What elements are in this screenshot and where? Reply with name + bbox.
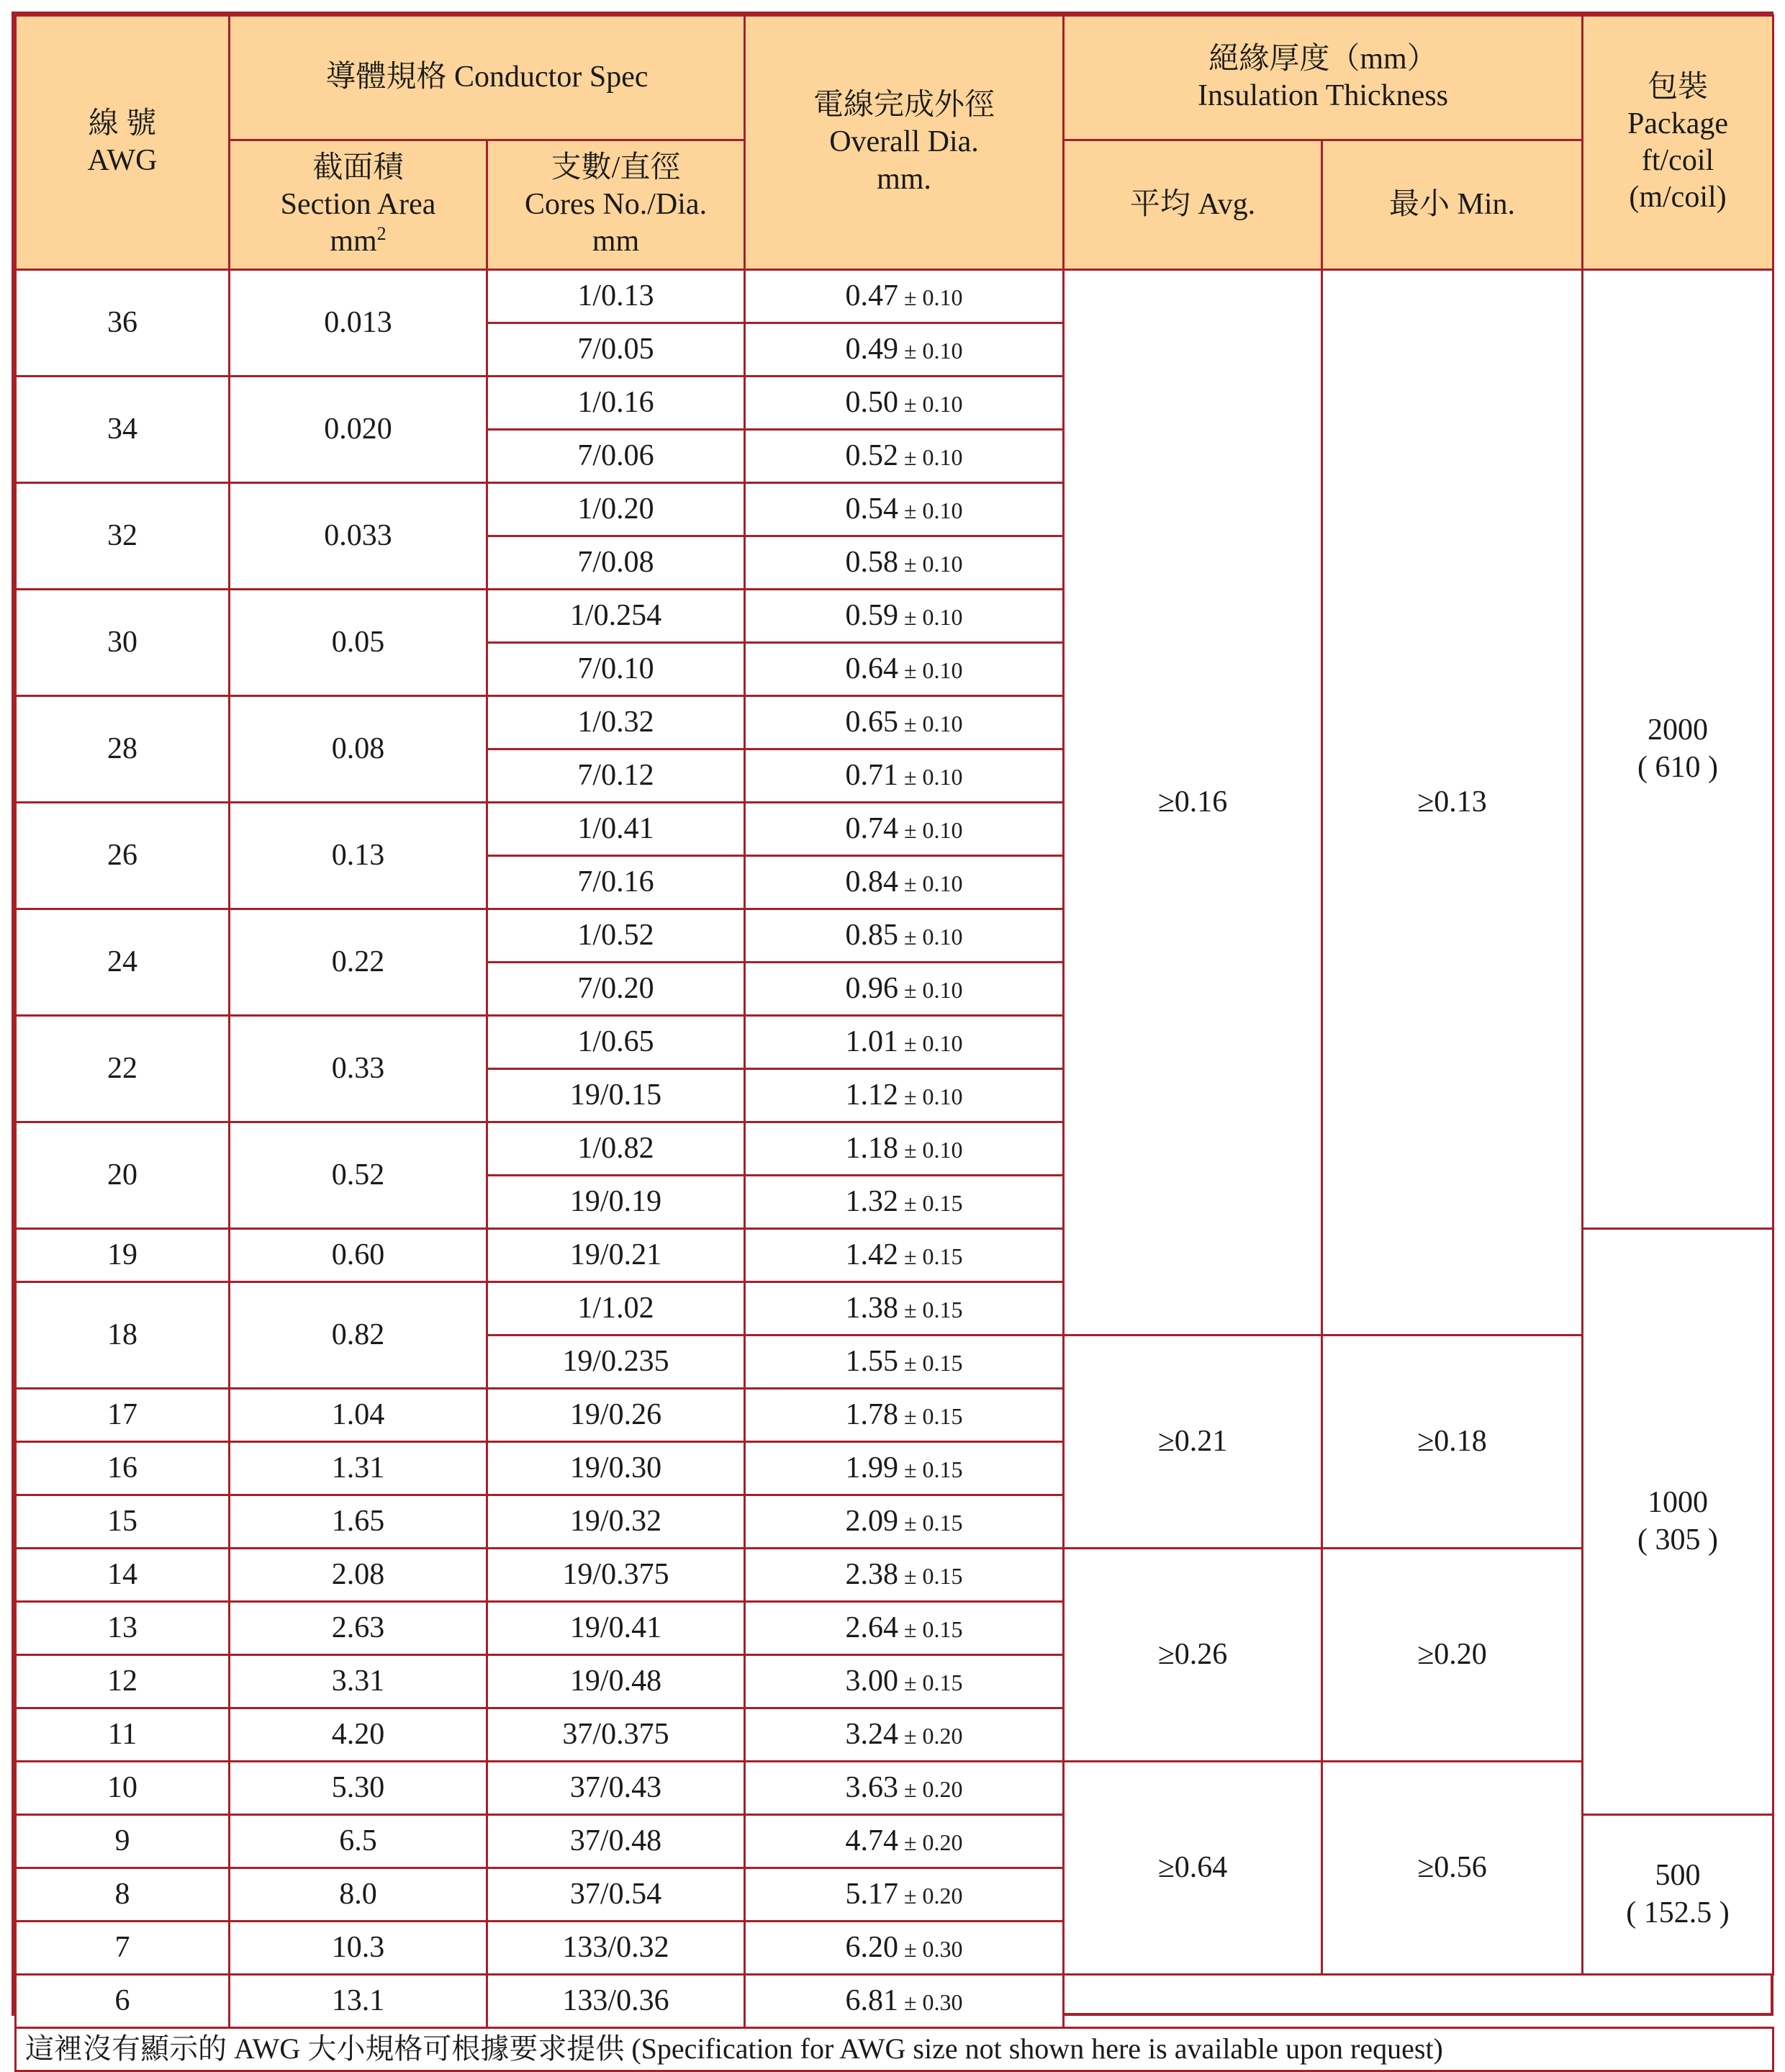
cell-section-area: 2.63: [230, 1602, 487, 1655]
cell-awg: 7: [16, 1922, 230, 1975]
header-package-zh: 包裝: [1648, 70, 1709, 104]
header-overall-zh: 電線完成外徑: [813, 89, 995, 122]
dia-tolerance: ± 0.10: [903, 923, 963, 950]
cell-overall-dia: [745, 1922, 1064, 1975]
cell-cores: 1/0.20: [487, 483, 745, 536]
dia-value: 6.20: [845, 1930, 898, 1964]
cell-cores: 1/0.82: [487, 1122, 745, 1176]
cell-awg: 22: [16, 1016, 230, 1122]
header-package-m: (m/coil): [1629, 181, 1727, 215]
dia-value: 1.12: [845, 1078, 898, 1112]
cell-section-area: 0.13: [230, 803, 487, 909]
cell-overall-dia: [745, 1655, 1064, 1708]
cell-cores: 37/0.43: [487, 1762, 745, 1815]
header-awg-en: AWG: [87, 144, 158, 177]
cell-overall-dia: [745, 377, 1064, 430]
cell-overall-dia: [745, 643, 1064, 696]
cell-cores: 19/0.26: [487, 1389, 745, 1442]
cell-overall-dia: [745, 1762, 1064, 1815]
cell-section-area: 13.1: [230, 1975, 487, 2028]
cell-overall-dia: [745, 909, 1064, 963]
header-overall-en: Overall Dia.: [829, 125, 979, 159]
dia-tolerance: ± 0.10: [903, 443, 963, 470]
cell-section-area: 0.020: [230, 377, 487, 483]
cell-cores: 37/0.48: [487, 1815, 745, 1868]
dia-tolerance: ± 0.10: [903, 710, 963, 737]
cell-cores: 37/0.54: [487, 1868, 745, 1922]
cell-overall-dia: [745, 856, 1064, 909]
cell-section-area: 10.3: [230, 1922, 487, 1975]
dia-tolerance: ± 0.10: [903, 816, 963, 843]
cell-overall-dia: [745, 270, 1064, 323]
cell-cores: 19/0.375: [487, 1549, 745, 1602]
cell-cores: 19/0.235: [487, 1335, 745, 1389]
dia-value: 6.81: [845, 1983, 898, 2017]
dia-value: 0.49: [845, 332, 898, 366]
cell-cores: 19/0.21: [487, 1229, 745, 1282]
cell-cores: 133/0.36: [487, 1975, 745, 2028]
dia-value: 1.38: [845, 1291, 898, 1325]
dia-tolerance: ± 0.15: [903, 1616, 963, 1642]
dia-tolerance: ± 0.10: [903, 976, 963, 1003]
cell-section-area: 0.33: [230, 1016, 487, 1122]
dia-tolerance: ± 0.15: [903, 1189, 963, 1216]
table-row: [16, 1762, 1773, 1815]
header-insulation-min: 最小 Min.: [1322, 140, 1583, 270]
dia-tolerance: ± 0.20: [903, 1775, 963, 1802]
cell-cores: 1/0.52: [487, 909, 745, 963]
dia-tolerance: ± 0.10: [903, 497, 963, 523]
cell-cores: 19/0.15: [487, 1069, 745, 1122]
dia-tolerance: ± 0.20: [903, 1722, 963, 1749]
cell-overall-dia: [745, 1282, 1064, 1335]
package-ft: 1000: [1648, 1486, 1709, 1520]
cell-overall-dia: [745, 483, 1064, 536]
footnote: 這裡沒有顯示的 AWG 大小規格可根據要求提供 (Specification for AWG size not shown here is available upon request): [16, 2028, 1773, 2071]
cell-overall-dia: [745, 1176, 1064, 1229]
dia-value: 1.78: [845, 1397, 898, 1431]
dia-tolerance: ± 0.15: [903, 1349, 963, 1376]
unit-mm: mm: [330, 225, 377, 258]
cell-overall-dia: [745, 749, 1064, 803]
cell-awg: 30: [16, 590, 230, 696]
cell-section-area: 1.04: [230, 1389, 487, 1442]
dia-value: 0.64: [845, 652, 898, 685]
package-ft: 2000: [1648, 713, 1709, 747]
header-awg: [16, 16, 230, 270]
dia-value: 1.55: [845, 1344, 898, 1378]
table-body: [16, 270, 1773, 2071]
dia-tolerance: ± 0.10: [903, 337, 963, 364]
cell-section-area: 0.05: [230, 590, 487, 696]
dia-value: 5.17: [845, 1877, 898, 1911]
header-section-zh: 截面積: [312, 150, 404, 184]
cell-awg: 28: [16, 696, 230, 803]
cell-awg: 17: [16, 1389, 230, 1442]
dia-value: 2.38: [845, 1557, 898, 1591]
header-insulation-avg: 平均 Avg.: [1064, 140, 1322, 270]
dia-tolerance: ± 0.15: [903, 1243, 963, 1269]
cell-overall-dia: [745, 1016, 1064, 1069]
header-overall-dia: [745, 16, 1064, 270]
header-cores-zh: 支數/直徑: [551, 150, 681, 184]
cell-awg: 8: [16, 1868, 230, 1922]
cell-package: [1583, 270, 1773, 1229]
cell-cores: 19/0.48: [487, 1655, 745, 1708]
dia-tolerance: ± 0.30: [903, 1935, 963, 1962]
dia-value: 0.59: [845, 598, 898, 632]
cell-insulation-min: ≥0.18: [1322, 1335, 1583, 1549]
cell-cores: 7/0.10: [487, 643, 745, 696]
cell-overall-dia: [745, 323, 1064, 377]
package-m: ( 305 ): [1637, 1523, 1718, 1557]
dia-value: 0.65: [845, 705, 898, 739]
cell-awg: 20: [16, 1122, 230, 1229]
cell-awg: 15: [16, 1495, 230, 1549]
cell-overall-dia: [745, 963, 1064, 1016]
cell-cores: 7/0.12: [487, 749, 745, 803]
cell-awg: 32: [16, 483, 230, 590]
header-package-en: Package: [1627, 107, 1728, 140]
cell-overall-dia: [745, 1442, 1064, 1495]
dia-tolerance: ± 0.20: [903, 1829, 963, 1855]
cell-awg: 6: [16, 1975, 230, 2028]
dia-tolerance: ± 0.10: [903, 1083, 963, 1109]
cell-awg: 10: [16, 1762, 230, 1815]
dia-value: 3.63: [845, 1770, 898, 1804]
cell-section-area: 0.08: [230, 696, 487, 803]
dia-tolerance: ± 0.10: [903, 550, 963, 577]
cell-cores: 19/0.32: [487, 1495, 745, 1549]
cell-cores: 7/0.05: [487, 323, 745, 377]
cell-cores: 1/0.13: [487, 270, 745, 323]
table-row: [16, 1975, 1773, 2028]
dia-tolerance: ± 0.20: [903, 1882, 963, 1909]
dia-value: 1.18: [845, 1131, 898, 1165]
cell-overall-dia: [745, 1868, 1064, 1922]
dia-value: 3.00: [845, 1664, 898, 1698]
cell-overall-dia: [745, 1549, 1064, 1602]
cell-awg: 34: [16, 377, 230, 483]
cell-section-area: 4.20: [230, 1708, 487, 1762]
dia-tolerance: ± 0.10: [903, 284, 963, 310]
dia-tolerance: ± 0.15: [903, 1296, 963, 1323]
cell-overall-dia: [745, 1122, 1064, 1176]
dia-tolerance: ± 0.10: [903, 1136, 963, 1163]
dia-tolerance: ± 0.15: [903, 1456, 963, 1482]
package-m: ( 152.5 ): [1626, 1896, 1730, 1929]
dia-tolerance: ± 0.10: [903, 390, 963, 417]
dia-value: 0.71: [845, 758, 898, 792]
cell-overall-dia: [745, 1335, 1064, 1389]
cell-cores: 1/0.254: [487, 590, 745, 643]
dia-tolerance: ± 0.15: [903, 1402, 963, 1429]
cell-overall-dia: [745, 1069, 1064, 1122]
header-conductor-spec: 導體規格 Conductor Spec: [230, 16, 745, 140]
cell-section-area: 2.08: [230, 1549, 487, 1602]
dia-value: 1.99: [845, 1451, 898, 1485]
dia-tolerance: ± 0.30: [903, 1988, 963, 2015]
cell-awg: 19: [16, 1229, 230, 1282]
cell-overall-dia: [745, 1602, 1064, 1655]
header-insulation: [1064, 16, 1583, 140]
cell-awg: 18: [16, 1282, 230, 1389]
header-section-area: [230, 140, 487, 270]
cell-overall-dia: [745, 1815, 1064, 1868]
dia-value: 1.32: [845, 1184, 898, 1218]
cell-overall-dia: [745, 696, 1064, 749]
cell-cores: 1/0.41: [487, 803, 745, 856]
cell-section-area: 8.0: [230, 1868, 487, 1922]
cell-overall-dia: [745, 1708, 1064, 1762]
dia-tolerance: ± 0.15: [903, 1669, 963, 1695]
cell-cores: 19/0.30: [487, 1442, 745, 1495]
cell-awg: 24: [16, 909, 230, 1016]
cell-awg: 9: [16, 1815, 230, 1868]
cell-cores: 133/0.32: [487, 1922, 745, 1975]
dia-value: 0.54: [845, 492, 898, 526]
cell-awg: 12: [16, 1655, 230, 1708]
cell-insulation-min: ≥0.20: [1322, 1549, 1583, 1762]
cell-overall-dia: [745, 1495, 1064, 1549]
cell-package: [1583, 1815, 1773, 1975]
dia-tolerance: ± 0.15: [903, 1509, 963, 1536]
cell-insulation-min: ≥0.13: [1322, 270, 1583, 1335]
table-row: [16, 1549, 1773, 1602]
header-cores: [487, 140, 745, 270]
cell-cores: 37/0.375: [487, 1708, 745, 1762]
cell-section-area: 0.033: [230, 483, 487, 590]
dia-value: 0.50: [845, 385, 898, 419]
header-insulation-en: Insulation Thickness: [1198, 79, 1449, 112]
cell-section-area: 0.82: [230, 1282, 487, 1389]
package-m: ( 610 ): [1637, 750, 1718, 784]
cell-package: [1583, 1229, 1773, 1815]
cell-section-area: 0.22: [230, 909, 487, 1016]
cell-section-area: 0.52: [230, 1122, 487, 1229]
header-cores-unit: mm: [592, 225, 640, 258]
dia-value: 0.84: [845, 865, 898, 898]
cell-cores: 19/0.19: [487, 1176, 745, 1229]
cell-cores: 1/0.65: [487, 1016, 745, 1069]
cell-insulation-avg: ≥0.16: [1064, 270, 1322, 1335]
dia-value: 0.74: [845, 811, 898, 845]
cell-overall-dia: [745, 803, 1064, 856]
cell-awg: 26: [16, 803, 230, 909]
cell-cores: 1/1.02: [487, 1282, 745, 1335]
awg-spec-table: [14, 14, 1774, 2072]
cell-cores: 7/0.20: [487, 963, 745, 1016]
footnote-row: [16, 2028, 1773, 2071]
dia-value: 2.64: [845, 1611, 898, 1644]
cell-awg: 16: [16, 1442, 230, 1495]
table-row: [16, 270, 1773, 323]
dia-tolerance: ± 0.10: [903, 603, 963, 630]
cell-section-area: 3.31: [230, 1655, 487, 1708]
header-section-en: Section Area: [280, 187, 436, 221]
cell-awg: 14: [16, 1549, 230, 1602]
dia-value: 0.52: [845, 438, 898, 472]
cell-awg: 11: [16, 1708, 230, 1762]
cell-overall-dia: [745, 590, 1064, 643]
cell-insulation-min: ≥0.56: [1322, 1762, 1583, 1975]
dia-tolerance: ± 0.10: [903, 1030, 963, 1056]
dia-value: 0.85: [845, 918, 898, 952]
dia-tolerance: ± 0.10: [903, 870, 963, 896]
header-cores-en: Cores No./Dia.: [524, 187, 708, 221]
cell-overall-dia: [745, 536, 1064, 590]
dia-tolerance: ± 0.10: [903, 763, 963, 790]
header-overall-unit: mm.: [877, 162, 931, 196]
header-awg-zh: 線 號: [88, 107, 157, 140]
cell-overall-dia: [745, 1975, 1064, 2028]
header-package: [1583, 16, 1773, 270]
dia-value: 0.58: [845, 545, 898, 579]
cell-cores: 1/0.16: [487, 377, 745, 430]
cell-section-area: 1.65: [230, 1495, 487, 1549]
cell-awg: 13: [16, 1602, 230, 1655]
cell-section-area: 6.5: [230, 1815, 487, 1868]
cell-section-area: 0.013: [230, 270, 487, 377]
cell-overall-dia: [745, 1389, 1064, 1442]
cell-overall-dia: [745, 1229, 1064, 1282]
cell-overall-dia: [745, 430, 1064, 483]
cell-cores: 7/0.16: [487, 856, 745, 909]
cell-insulation-avg: ≥0.64: [1064, 1762, 1322, 1975]
cell-cores: 1/0.32: [487, 696, 745, 749]
cell-section-area: 0.60: [230, 1229, 487, 1282]
cell-insulation-avg: ≥0.26: [1064, 1549, 1322, 1762]
dia-value: 1.01: [845, 1024, 898, 1058]
cell-section-area: 1.31: [230, 1442, 487, 1495]
dia-tolerance: ± 0.15: [903, 1562, 963, 1589]
dia-value: 3.24: [845, 1717, 898, 1751]
header-insulation-zh: 絕緣厚度（mm）: [1208, 42, 1437, 76]
cell-cores: 7/0.08: [487, 536, 745, 590]
cell-awg: 36: [16, 270, 230, 377]
package-ft: 500: [1655, 1859, 1701, 1893]
dia-value: 2.09: [845, 1504, 898, 1538]
dia-value: 4.74: [845, 1824, 898, 1857]
unit-sup: 2: [376, 223, 387, 245]
dia-tolerance: ± 0.10: [903, 657, 963, 683]
dia-value: 0.96: [845, 971, 898, 1005]
dia-value: 0.47: [845, 279, 898, 312]
header-package-ft: ft/coil: [1641, 144, 1714, 177]
dia-value: 1.42: [845, 1238, 898, 1271]
header-section-unit: [230, 223, 486, 260]
cell-cores: 7/0.06: [487, 430, 745, 483]
cell-insulation-avg: ≥0.21: [1064, 1335, 1322, 1549]
cell-section-area: 5.30: [230, 1762, 487, 1815]
cell-cores: 19/0.41: [487, 1602, 745, 1655]
